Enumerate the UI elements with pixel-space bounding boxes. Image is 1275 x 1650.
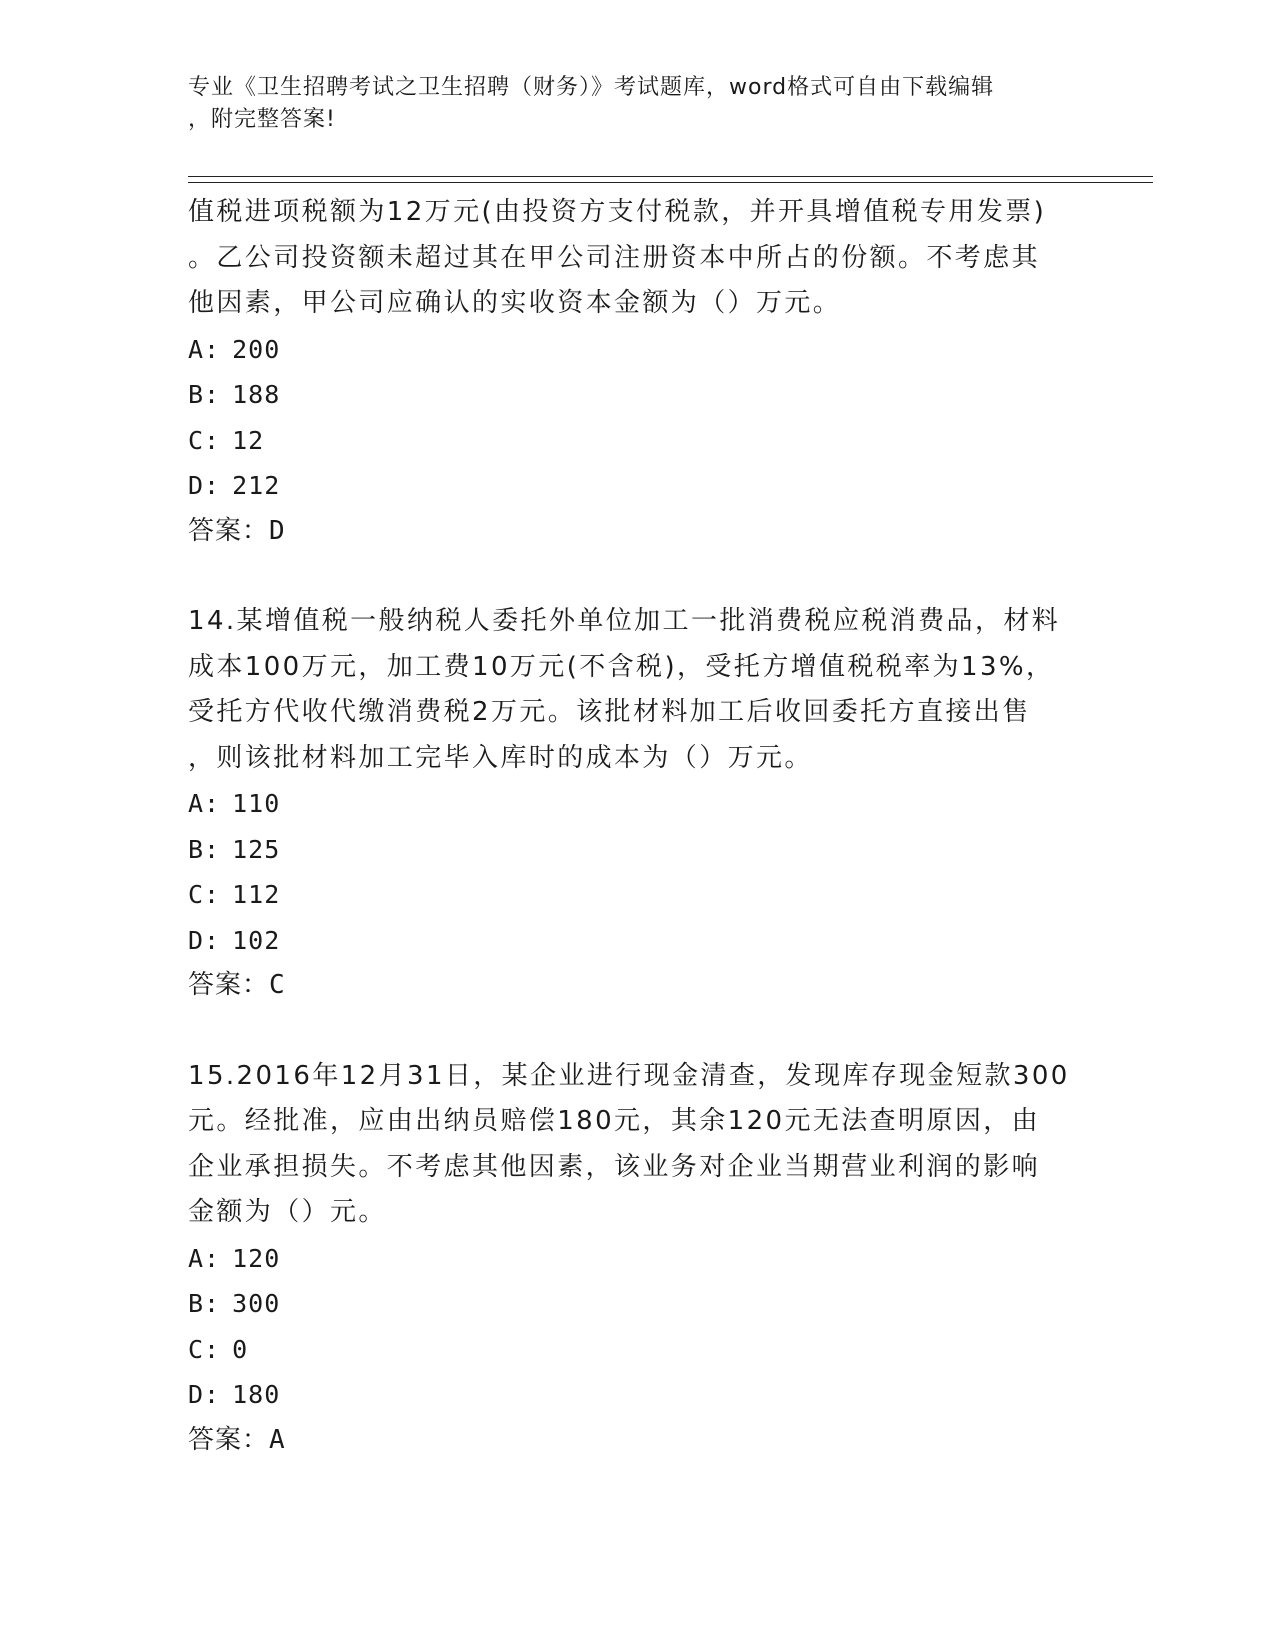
- answer-line: [188, 1418, 1088, 1464]
- stem-line: 值税进项税额为12万元(由投资方支付税款，并开具增值税专用发票): [188, 197, 1047, 227]
- stem-line: 。乙公司投资额未超过其在甲公司注册资本中所占的份额。不考虑其: [188, 242, 1041, 273]
- stem-line: 14.某增值税一般纳税人委托外单位加工一批消费税应税消费品，材料: [188, 606, 1061, 636]
- question-stem: [188, 599, 1088, 781]
- stem-line: 受托方代收代缴消费税2万元。该批材料加工后收回委托方直接出售: [188, 697, 1031, 727]
- stem-line: 企业承担损失。不考虑其他因素，该业务对企业当期营业利润的影响: [188, 1151, 1041, 1182]
- question-13-continued: [188, 190, 1088, 554]
- answer-label: 答案：: [188, 515, 270, 546]
- question-stem: [188, 1054, 1088, 1236]
- option-b: [188, 1281, 1088, 1327]
- option-value: 212: [232, 471, 281, 500]
- option-letter: D:: [188, 1380, 221, 1409]
- option-letter: D:: [188, 471, 221, 500]
- answer-label: 答案：: [188, 970, 270, 1000]
- header-line-2: ，附完整答案!: [188, 107, 336, 132]
- document-header: [188, 72, 1088, 136]
- question-stem: [188, 190, 1088, 327]
- option-letter: B:: [188, 1289, 221, 1318]
- header-divider-bottom: [188, 182, 1153, 183]
- answer-line: [188, 963, 1088, 1009]
- option-letter: D:: [188, 925, 221, 955]
- option-c: [188, 872, 1088, 918]
- option-d: [188, 463, 1088, 509]
- option-value: 200: [232, 334, 281, 364]
- option-letter: A:: [188, 1243, 221, 1273]
- answer-label: 答案：: [188, 1424, 270, 1455]
- option-value: 300: [232, 1289, 281, 1318]
- answer-value: A: [269, 1424, 286, 1455]
- answer-value: C: [269, 970, 286, 1000]
- option-value: 188: [232, 380, 281, 409]
- answer-line: [188, 509, 1088, 555]
- option-a: [188, 1236, 1088, 1282]
- stem-line: ，则该批材料加工完毕入库时的成本为（）万元。: [188, 742, 813, 773]
- option-a: [188, 327, 1088, 373]
- option-b: [188, 372, 1088, 418]
- stem-line: 他因素，甲公司应确认的实收资本金额为（）万元。: [188, 288, 842, 318]
- option-b: [188, 827, 1088, 873]
- stem-line: 15.2016年12月31日，某企业进行现金清查，发现库存现金短款300: [188, 1060, 1070, 1091]
- option-value: 120: [232, 1243, 281, 1273]
- option-value: 125: [232, 834, 281, 864]
- stem-line: 金额为（）元。: [188, 1197, 387, 1227]
- option-letter: A:: [188, 334, 221, 364]
- option-letter: C:: [188, 880, 221, 909]
- option-value: 102: [232, 925, 281, 955]
- question-14: [188, 599, 1088, 1009]
- header-line-1: 专业《卫生招聘考试之卫生招聘（财务）》考试题库，word格式可自由下载编辑: [188, 75, 995, 100]
- option-c: [188, 1327, 1088, 1373]
- option-letter: C:: [188, 1334, 221, 1364]
- question-15: [188, 1054, 1088, 1464]
- header-divider-top: [188, 176, 1153, 177]
- stem-line: 成本100万元，加工费10万元(不含税)，受托方增值税税率为13%，: [188, 651, 1055, 682]
- option-letter: B:: [188, 834, 221, 864]
- option-a: [188, 781, 1088, 827]
- option-value: 0: [232, 1334, 249, 1364]
- option-d: [188, 918, 1088, 964]
- option-value: 110: [232, 789, 281, 818]
- stem-line: 元。经批准，应由出纳员赔偿180元，其余120元无法查明原因，由: [188, 1106, 1041, 1136]
- option-letter: B:: [188, 380, 221, 409]
- option-letter: C:: [188, 425, 221, 455]
- option-d: [188, 1372, 1088, 1418]
- option-c: [188, 418, 1088, 464]
- answer-value: D: [269, 515, 286, 546]
- question-list: [188, 190, 1088, 1463]
- option-value: 12: [232, 425, 265, 455]
- option-value: 112: [232, 880, 281, 909]
- option-letter: A:: [188, 789, 221, 818]
- option-value: 180: [232, 1380, 281, 1409]
